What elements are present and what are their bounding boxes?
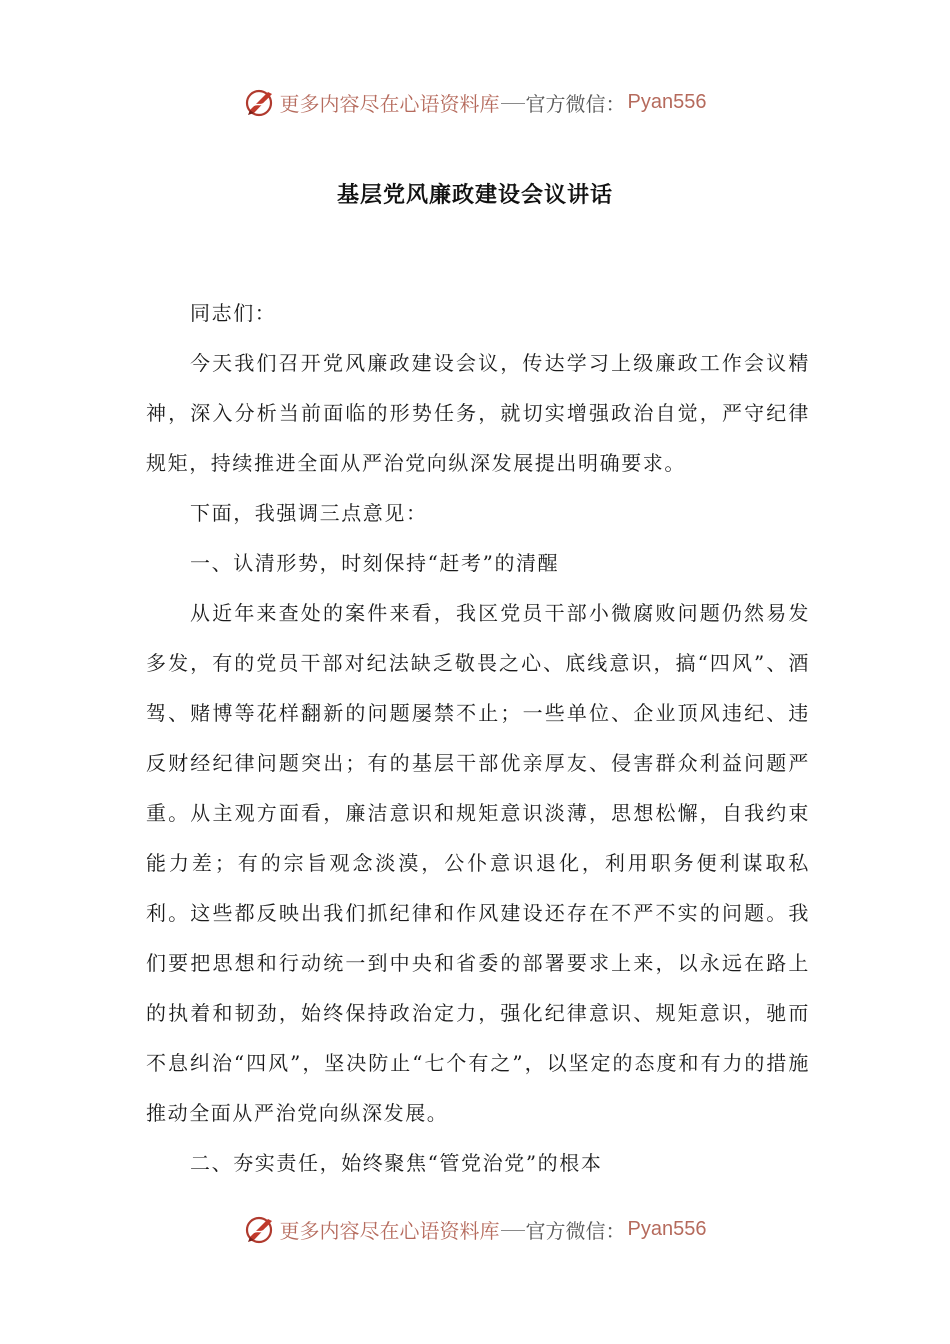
watermark-wechat-id: Pyan556 — [627, 90, 707, 113]
document-body — [146, 288, 810, 1188]
footer-watermark-banner — [0, 1209, 950, 1249]
watermark-wechat-id: Pyan556 — [627, 1217, 707, 1240]
document-title: 基层党风廉政建设会议讲话 — [336, 183, 613, 208]
watermark-dash — [501, 103, 525, 104]
salutation: 同志们： — [190, 301, 277, 325]
watermark-brand-text: 更多内容尽在心语资料库 — [279, 91, 500, 116]
watermark-brand-text: 更多内容尽在心语资料库 — [279, 1218, 500, 1243]
section-heading: 一、认清形势，时刻保持“赶考”的清醒 — [190, 551, 560, 575]
section-heading: 二、夯实责任，始终聚焦“管党治党”的根本 — [190, 1151, 603, 1175]
body-paragraph: 从近年来查处的案件来看，我区党员干部小微腐败问题仍然易发多发，有的党员干部对纪法缺乏敬畏之心、底线意识，搞“四风”、酒驾、赌博等花样翻新的问题屡禁不止；一些单位、企业顶风违纪、违反财经纪律问题突出；有的基层干部优亲厚友、侵害群众利益问题严重。从主观方面看，廉洁意识和规矩意识淡薄，思想松懈，自我约束能力差；有的宗旨观念淡漠，公仆意识退化，利用职务便利谋取私利。这些都反映出我们抓纪律和作风建设还存在不严不实的问题。我们要把思想和行动统一到中央和省委的部署要求上来，以永远在路上的执着和韧劲，始终保持政治定力，强化纪律意识、规矩意识，驰而不息纠治“四风”，坚决防止“七个有之”，以坚定的态度和有力的措施推动全面从严治党向纵深发展。 — [146, 601, 810, 1125]
pen-logo-icon — [244, 86, 276, 118]
header-watermark-banner — [0, 82, 950, 122]
pen-logo-icon — [244, 1213, 276, 1245]
watermark-wechat-label: 官方微信： — [525, 1218, 626, 1243]
watermark-dash — [501, 1230, 525, 1231]
body-paragraph: 下面，我强调三点意见： — [190, 501, 428, 525]
body-paragraph: 今天我们召开党风廉政建设会议，传达学习上级廉政工作会议精神，深入分析当前面临的形势任务，就切实增强政治自觉，严守纪律规矩，持续推进全面从严治党向纵深发展提出明确要求。 — [146, 351, 810, 475]
watermark-wechat-label: 官方微信： — [525, 91, 626, 116]
